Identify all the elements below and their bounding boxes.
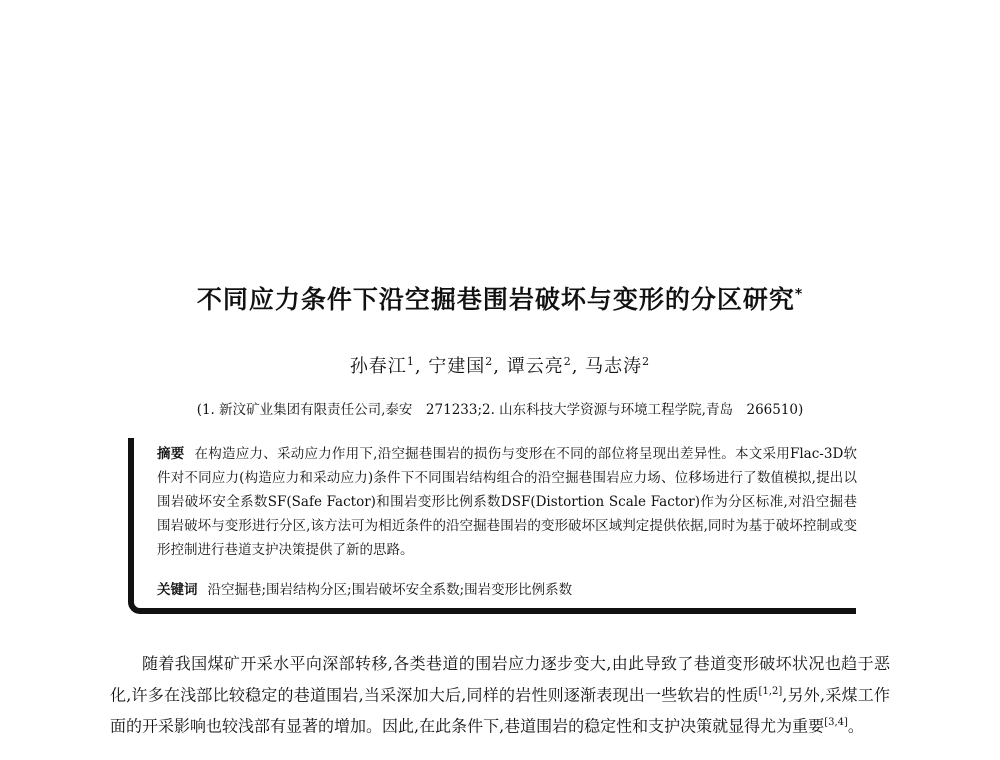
keywords <box>157 580 857 600</box>
author-affiliation-index: 2 <box>485 355 494 368</box>
body-text-part: 。 <box>847 716 864 736</box>
title-text: 不同应力条件下沿空掘巷围岩破坏与变形的分区研究 <box>196 285 795 314</box>
citation-ref: [1,2] <box>758 686 783 697</box>
author-list: 孙春江$^1$, 宁建国$^2$, 谭云亮$^2$, 马志涛$^2$ <box>349 355 651 377</box>
abstract <box>157 442 857 562</box>
author-affiliation-index: 1 <box>406 355 415 368</box>
author-affiliation-index: 2 <box>642 355 651 368</box>
title-footnote-mark: * <box>794 286 804 303</box>
paper-title <box>0 280 1000 316</box>
author-name: 马志涛 <box>585 356 643 377</box>
body-text-part: 随着我国煤矿开采水平向深部转移,各类巷道的围岩应力逐步变大,由此导致了巷道变形破坏状况也趋于恶化,许多在浅部比较稳定的巷道围岩,当采深加大后,同样的岩性则逐渐表现出一些软岩的性质 <box>110 654 890 705</box>
body-paragraph <box>110 650 890 741</box>
keywords-body: 沿空掘巷;围岩结构分区;围岩破坏安全系数;围岩变形比例系数 <box>207 582 573 598</box>
abstract-body: 在构造应力、采动应力作用下,沿空掘巷围岩的损伤与变形在不同的部位将呈现出差异性。本文采用Flac-3D软件对不同应力(构造应力和采动应力)条件下不同围岩结构组合的沿空掘巷围岩应力场、位移场进行了数值模拟,提出以围岩破坏安全系数SF(Safe Factor)和围岩变形比例系数DSF(Distortion Scale Factor)作为分区标准,对沿空掘巷围岩破坏与变形进行分区,该方法可为相近条件的沿空掘巷围岩的变形破坏区域判定提供依据,同时为基于破坏控制或变形控制进行巷道支护决策提供了新的思路。 <box>157 446 858 558</box>
keywords-label: 关键词 <box>157 582 198 598</box>
author-name: 孙春江 <box>349 356 407 377</box>
author-name: 宁建国 <box>428 356 486 377</box>
body-text-part: ,另外,采煤工作面的开采影响也较浅部有显著的增加。因此,在此条件下,巷道围岩的稳定性和支护决策就显得尤为重要 <box>110 685 890 736</box>
citation-ref: [3,4] <box>824 717 848 729</box>
author-name: 谭云亮 <box>506 356 564 377</box>
abstract-label: 摘要 <box>157 446 185 462</box>
affiliations: (1. 新汶矿业集团有限责任公司,泰安 271233;2. 山东科技大学资源与环境工程学院,青岛 266510) <box>196 402 804 418</box>
author-affiliation-index: 2 <box>563 355 572 368</box>
